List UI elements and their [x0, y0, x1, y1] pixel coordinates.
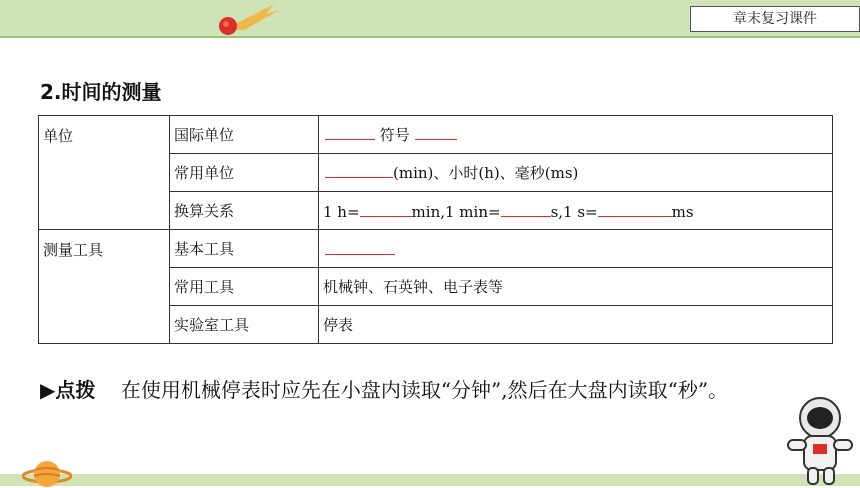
content-cell [319, 192, 833, 230]
section-title: 2.时间的测量 [40, 80, 162, 104]
cell-text: min,1 min= [411, 202, 501, 221]
cell-text: 符号 [379, 126, 410, 144]
item-cell: 换算关系 [170, 192, 319, 230]
fill-blank [325, 239, 395, 255]
fill-blank [325, 124, 375, 140]
cell-text: (min)、小时(h)、毫秒(ms) [393, 164, 579, 182]
top-banner-divider [0, 36, 860, 38]
content-cell [319, 116, 833, 154]
fill-blank [501, 201, 551, 217]
content-cell [319, 230, 833, 268]
bottom-banner [0, 474, 860, 486]
table-row [39, 116, 833, 154]
content-cell [319, 154, 833, 192]
item-cell: 国际单位 [170, 116, 319, 154]
item-cell: 常用单位 [170, 154, 319, 192]
fill-blank [325, 162, 393, 178]
cell-text: s,1 s= [550, 202, 598, 221]
item-cell: 实验室工具 [170, 306, 319, 344]
table-row [39, 230, 833, 268]
meteor-icon [214, 0, 284, 36]
course-tag: 章末复习课件 [690, 6, 860, 32]
content-cell: 停表 [319, 306, 833, 344]
fill-blank [598, 201, 672, 217]
astronaut-icon [780, 394, 860, 486]
fill-blank [415, 124, 457, 140]
fill-blank [360, 201, 412, 217]
category-cell: 单位 [39, 116, 170, 230]
tip-text: 在使用机械停表时应先在小盘内读取“分钟”,然后在大盘内读取“秒”。 [120, 378, 729, 402]
tip-label: ▶点拨 [40, 378, 96, 402]
category-cell: 测量工具 [39, 230, 170, 344]
tip-note [40, 368, 820, 412]
item-cell: 常用工具 [170, 268, 319, 306]
cell-text: ms [671, 202, 694, 221]
content-cell: 机械钟、石英钟、电子表等 [319, 268, 833, 306]
planet-icon [22, 458, 72, 488]
item-cell: 基本工具 [170, 230, 319, 268]
cell-text: 1 h= [323, 202, 360, 221]
time-measurement-table [38, 115, 833, 344]
